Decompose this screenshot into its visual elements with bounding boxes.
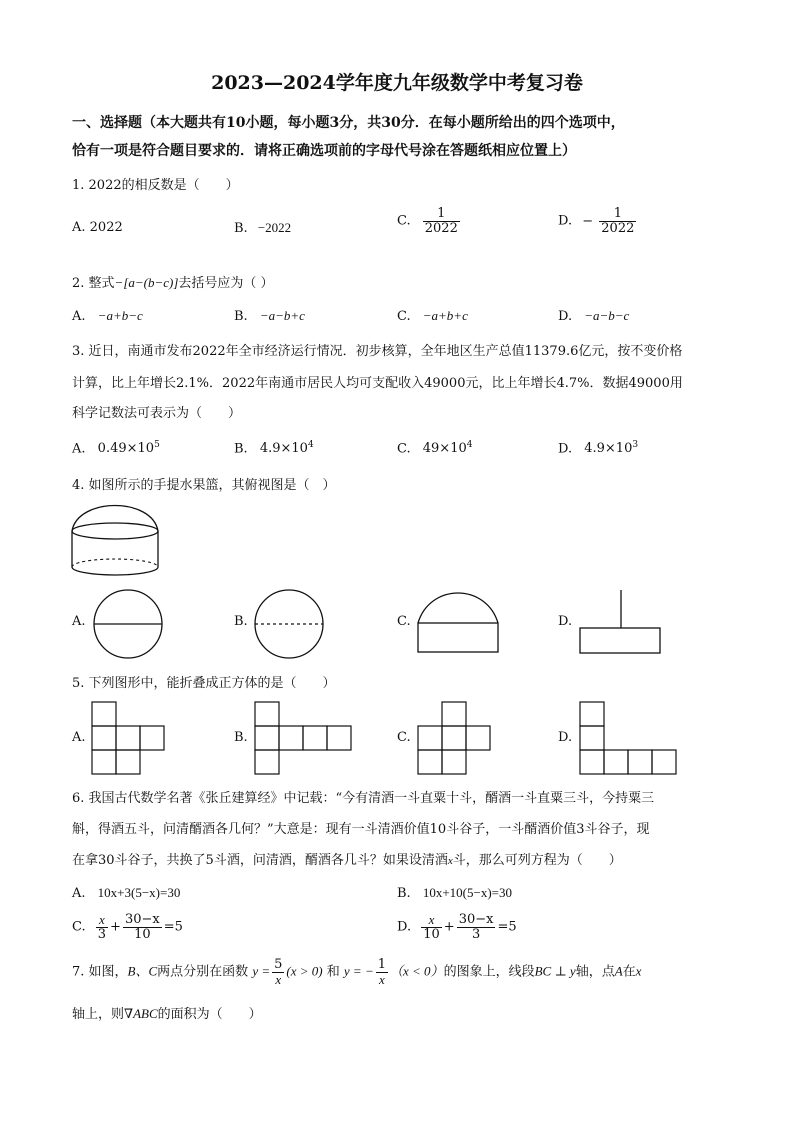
q7-points-bc: B、C [127,963,158,979]
q2-stem [72,272,274,291]
q5-b-cell [255,702,279,726]
q5-option-b-label: B. [234,730,248,745]
q5-b-cell [279,726,303,750]
q5-c-cell [418,726,442,750]
q6-option-d [397,913,517,941]
q7-line2 [72,1003,262,1022]
q4-option-c-figure [416,591,500,655]
q3-option-c-label: C. [397,441,411,457]
q7-triangle: ∇ABC [124,1006,158,1021]
q3-option-a-base: 0.49×10 [97,441,155,457]
basket-handle [72,506,158,532]
q5-d-cell [604,750,628,774]
q4-stem: 4. 如图所示的手提水果篮，其俯视图是（ ） [72,478,336,493]
q7-f1-prefix: y = [252,963,271,979]
q4-option-a-label: A. [72,614,86,629]
q7-f1-numerator: 5 [274,957,283,972]
q6-line3-suffix: 斗，那么可列方程为（ ） [452,853,622,868]
q3-option-b-label: B. [234,441,248,457]
q6-option-b-label: B. [397,886,411,901]
q4-d-rect [580,628,660,653]
q6-line3 [72,849,622,868]
q5-c-cell [442,750,466,774]
q5-c-cell [418,750,442,774]
q5-a-cell [140,726,164,750]
q3-option-a-exponent: 5 [154,440,160,450]
q2-option-b [234,308,305,324]
q5-b-cell [327,726,351,750]
q5-option-b-net [254,701,352,775]
q1-option-c-numerator: 1 [423,207,460,222]
q6-option-c-label: C. [72,919,86,935]
q7-f2-prefix: y = − [343,963,374,979]
q7-f2-condition: （x < 0） [390,963,444,979]
q4-option-b-label: B. [234,614,248,629]
q5-option-d-label: D. [558,730,573,745]
q4-b-circle [255,590,323,658]
q2-stem-expression: −[a−(b−c)] [114,275,179,290]
q5-option-a-net [91,701,165,775]
q6-d-numerator-1: x [421,913,442,928]
q4-option-a-figure [92,588,164,660]
q7-f2-numerator: 1 [377,957,387,972]
q7-x-var: x [635,963,642,979]
q6-option-a-label: A. [72,886,86,901]
basket-bottom-hidden [72,559,158,567]
q7-point-a: A [614,963,623,979]
basket-top-ellipse [72,523,158,539]
q3-line1: 3. 近日，南通市发布2022年全市经济运行情况．初步核算，全年地区生产总值11379.6亿元，按不变价格 [72,344,683,359]
q5-option-c-net [417,701,491,775]
q6-d-numerator-2: 30−x [458,912,494,927]
q6-option-a-equation: 10x+3(5−x)=30 [97,885,181,900]
q3-option-d-base: 4.9×10 [584,441,633,457]
q7-text-and: 和 [326,964,340,980]
q5-a-cell [92,750,116,774]
q5-d-cell [652,750,676,774]
q2-option-c-label: C. [397,309,411,324]
q3-option-b-base: 4.9×10 [259,441,308,457]
q7-f1-condition: (x > 0) [286,963,323,979]
q2-option-d [558,308,629,324]
q7-segment: BC ⊥ y [534,963,576,979]
q1-option-c [397,207,462,235]
q6-c-plus: + [110,919,121,935]
q2-option-c-value: −a+b+c [422,308,468,323]
q7-text-axis: 轴，点 [575,964,615,980]
q6-d-denominator-1: 10 [423,926,440,942]
q4-option-b-figure [253,588,325,660]
q6-option-b [397,885,512,901]
q7-f2-denominator: x [378,971,385,987]
page-title: 2023—2024学年度九年级数学中考复习卷 [211,72,583,94]
q7-text-functions: 两点分别在函数 [157,964,249,980]
q2-option-a-label: A. [72,309,86,324]
section-heading-line1: 一、选择题（本大题共有10小题，每小题3分，共30分．在每小题所给出的四个选项中， [72,115,625,131]
q4-c-rect [418,623,498,652]
q6-line1: 6. 我国古代数学名著《张丘建算经》中记载：“今有清酒一斗直粟十斗，醑酒一斗直粟三斗，今持粟三 [72,791,655,806]
q1-option-b-value: −2022 [257,220,292,235]
q5-d-cell [628,750,652,774]
q3-option-a [72,440,160,456]
q6-d-plus: + [443,919,455,935]
q4-option-d-figure [578,588,662,656]
q1-option-c-denominator: 2022 [424,220,458,236]
q5-d-cell [580,702,604,726]
q6-c-denominator-2: 10 [134,926,151,942]
q6-option-b-equation: 10x+10(5−x)=30 [422,885,512,900]
q1-option-d-label: D. [558,213,573,229]
q7-text-on: 在 [622,964,636,980]
q7-text-graph: 的图象上，线段 [443,964,535,980]
q3-option-d [558,440,638,456]
q4-option-c-label: C. [397,614,411,629]
q5-option-c-label: C. [397,730,411,745]
q5-c-cell [442,726,466,750]
q1-option-b [234,220,291,236]
q3-option-b [234,440,314,456]
q5-a-cell [92,726,116,750]
q6-option-a [72,885,180,901]
q6-line2: 斛，得酒五斗，问清醑酒各几何？”大意是：现有一斗清酒价值10斗谷子，一斗醑酒价值3斗谷子，现 [72,822,650,837]
q5-d-cell [580,726,604,750]
q7-text-intro: 7. 如图， [72,964,128,980]
q3-option-c-base: 49×10 [422,441,467,457]
q3-option-c [397,440,472,456]
q4-fruit-basket-figure [70,497,160,581]
q3-line2: 计算，比上年增长2.1%．2022年南通市居民人均可支配收入49000元，比上年增长4.7%．数据49000用 [72,376,683,391]
q5-d-cell [580,750,604,774]
q1-stem: 1. 2022的相反数是（ ） [72,178,239,193]
q7-line2-suffix: 的面积为（ ） [157,1007,262,1022]
basket-bottom-front [72,567,158,575]
q1-option-d-denominator: 2022 [601,220,635,236]
q4-option-d-label: D. [558,614,573,629]
q3-option-d-label: D. [558,441,573,457]
q1-option-d-numerator: 1 [599,207,636,222]
q5-option-d-net [579,701,677,775]
q7-f1-denominator: x [275,971,282,987]
q3-line3: 科学记数法可表示为（ ） [72,406,242,421]
q6-d-denominator-2: 3 [471,926,481,942]
q7-line2-prefix: 轴上，则 [72,1007,125,1022]
q7-line1 [72,958,641,986]
q6-d-equals: =5 [497,919,517,935]
section-heading-line2: 恰有一项是符合题目要求的．请将正确选项前的字母代号涂在答题纸相应位置上） [72,143,576,159]
q3-option-c-exponent: 4 [466,440,473,450]
q1-option-d-sign: − [582,213,594,229]
q5-b-cell [255,726,279,750]
q5-stem: 5. 下列图形中，能折叠成正方体的是（ ） [72,676,336,691]
q5-option-a-label: A. [72,730,86,745]
q6-line3-variable: x [447,855,453,867]
q2-option-a [72,308,143,324]
q3-option-b-exponent: 4 [307,440,314,450]
q5-b-cell [303,726,327,750]
q2-option-c [397,308,468,324]
q6-c-denominator-1: 3 [97,926,107,942]
q3-option-d-exponent: 3 [632,440,639,450]
q5-a-cell [116,750,140,774]
q2-option-a-value: −a+b−c [97,308,143,323]
q5-a-cell [92,702,116,726]
q6-c-numerator-2: 30−x [124,912,160,927]
q3-option-a-label: A. [72,441,86,457]
q6-option-c [72,913,183,941]
q2-option-b-label: B. [234,309,248,324]
q5-c-cell [442,702,466,726]
q5-a-cell [116,726,140,750]
q6-line3-prefix: 在拿30斗谷子，共换了5斗酒，问清酒，醑酒各几斗？如果设清酒 [72,853,448,868]
q2-option-b-value: −a−b+c [259,308,305,323]
q1-option-a: A. 2022 [72,220,123,235]
q5-b-cell [255,750,279,774]
q1-option-d [558,207,638,235]
q1-option-b-label: B. [234,221,248,236]
q6-c-equals: =5 [163,919,183,935]
q2-stem-suffix: 去括号应为（ ） [178,276,274,291]
q2-option-d-label: D. [558,309,573,324]
q5-c-cell [466,726,490,750]
q6-option-d-label: D. [397,919,412,935]
q1-option-c-label: C. [397,213,411,229]
q2-stem-prefix: 2. 整式 [72,276,115,291]
q2-option-d-value: −a−b−c [584,308,630,323]
q6-c-numerator-1: x [96,913,108,928]
q4-c-arc [418,593,498,623]
